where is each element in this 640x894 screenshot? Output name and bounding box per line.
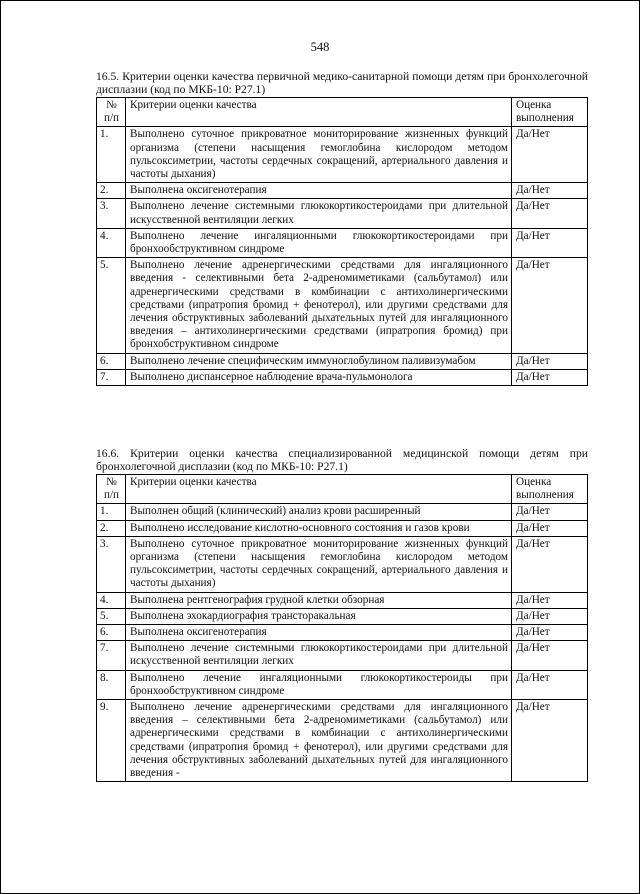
row-criteria: Выполнено суточное прикроватное мониторирование жизненных функций организма (степени насыщения гемоглобина кислородом методом пульсоксиметрии, частоты сердечных сокращений, артериального давления и частоты дыхания) [126,536,512,592]
row-number: 2. [97,520,126,536]
header-criteria: Критерии оценки качества [126,475,512,504]
table-row [97,228,588,257]
criteria-table [96,474,588,782]
table-row [97,700,588,782]
row-criteria: Выполнено лечение системными глюкокортикостероидами при длительной искусственной вентиляции легких [126,641,512,670]
row-grade: Да/Нет [512,183,588,199]
row-number: 4. [97,592,126,608]
row-grade: Да/Нет [512,670,588,699]
table-row [97,592,588,608]
row-grade: Да/Нет [512,700,588,782]
section-16-5 [96,70,588,386]
row-criteria: Выполнено суточное прикроватное мониторирование жизненных функций организма (степени насыщения гемоглобина кислородом методом пульсоксиметрии, частоты сердечных сокращений, артериального давления и частоты дыхания) [126,127,512,183]
row-grade: Да/Нет [512,504,588,520]
row-grade: Да/Нет [512,228,588,257]
table-row [97,183,588,199]
table-header-row [97,475,588,504]
row-grade: Да/Нет [512,258,588,353]
row-number: 3. [97,199,126,228]
table-row [97,353,588,369]
row-grade: Да/Нет [512,127,588,183]
table-row [97,258,588,353]
table-row [97,536,588,592]
row-number: 6. [97,353,126,369]
row-criteria: Выполнено лечение ингаляционными глюкокортикостероидами при бронхообструктивном синдроме [126,228,512,257]
row-grade: Да/Нет [512,199,588,228]
row-number: 7. [97,369,126,385]
table-row [97,520,588,536]
row-criteria: Выполнено диспансерное наблюдение врача-пульмонолога [126,369,512,385]
table-row [97,504,588,520]
row-criteria: Выполнено лечение системными глюкокортикостероидами при длительной искусственной вентиляции легких [126,199,512,228]
row-number: 3. [97,536,126,592]
row-grade: Да/Нет [512,353,588,369]
row-criteria: Выполнен общий (клинический) анализ крови расширенный [126,504,512,520]
row-grade: Да/Нет [512,536,588,592]
page-number: 548 [310,40,330,54]
table-row [97,199,588,228]
row-number: 4. [97,228,126,257]
row-grade: Да/Нет [512,625,588,641]
header-grade: Оценка выполнения [512,475,588,504]
row-criteria: Выполнена эхокардиография трансторакальная [126,608,512,624]
row-criteria: Выполнено лечение адренергическими средствами для ингаляционного введения - селективными бета 2-адреномиметиками (сальбутамол) или адренергическими средствами в комбинации с антихолинергическими средствами (ипратропия бромид + фенотерол), или другими средствами для лечения обструктивных заболеваний дыхательных путей для ингаляционного введения – антихолинергическими средствами (ипратропия бромид) при бронхобструктивном синдроме [126,258,512,353]
row-number: 5. [97,608,126,624]
header-grade: Оценка выполнения [512,98,588,127]
table-row [97,641,588,670]
row-number: 5. [97,258,126,353]
row-grade: Да/Нет [512,520,588,536]
criteria-table [96,97,588,386]
row-grade: Да/Нет [512,641,588,670]
row-criteria: Выполнено лечение адренергическими средствами для ингаляционного введения – селективными бета 2-адреномиметиками (сальбутамол) или адренергическими средствами в комбинации с антихолинергическими средствами (ипратропия бромид + фенотерол), или другими средствами для лечения обструктивных заболеваний дыхательных путей для ингаляционного введения - [126,700,512,782]
section-title: 16.5. Критерии оценки качества первичной медико-санитарной помощи детям при бронхолегочной дисплазии (код по МКБ-10: P27.1) [96,70,588,96]
row-criteria: Выполнена оксигенотерапия [126,183,512,199]
table-row [97,127,588,183]
row-grade: Да/Нет [512,592,588,608]
row-grade: Да/Нет [512,369,588,385]
row-number: 1. [97,504,126,520]
row-criteria: Выполнена оксигенотерапия [126,625,512,641]
section-title: 16.6. Критерии оценки качества специализированной медицинской помощи детям при бронхолегочной дисплазии (код по МКБ-10: P27.1) [96,447,588,473]
row-number: 9. [97,700,126,782]
table-row [97,625,588,641]
row-criteria: Выполнено исследование кислотно-основного состояния и газов крови [126,520,512,536]
row-number: 7. [97,641,126,670]
table-row [97,608,588,624]
header-num: № п/п [97,475,126,504]
row-criteria: Выполнена рентгенография грудной клетки обзорная [126,592,512,608]
row-number: 2. [97,183,126,199]
table-row [97,369,588,385]
row-grade: Да/Нет [512,608,588,624]
row-number: 1. [97,127,126,183]
header-num: № п/п [97,98,126,127]
header-criteria: Критерии оценки качества [126,98,512,127]
row-criteria: Выполнено лечение ингаляционными глюкокортикостероиды при бронхообструктивном синдроме [126,670,512,699]
table-row [97,670,588,699]
row-criteria: Выполнено лечение специфическим иммуноглобулином паливизумабом [126,353,512,369]
table-header-row [97,98,588,127]
section-16-6 [96,447,588,782]
row-number: 8. [97,670,126,699]
row-number: 6. [97,625,126,641]
